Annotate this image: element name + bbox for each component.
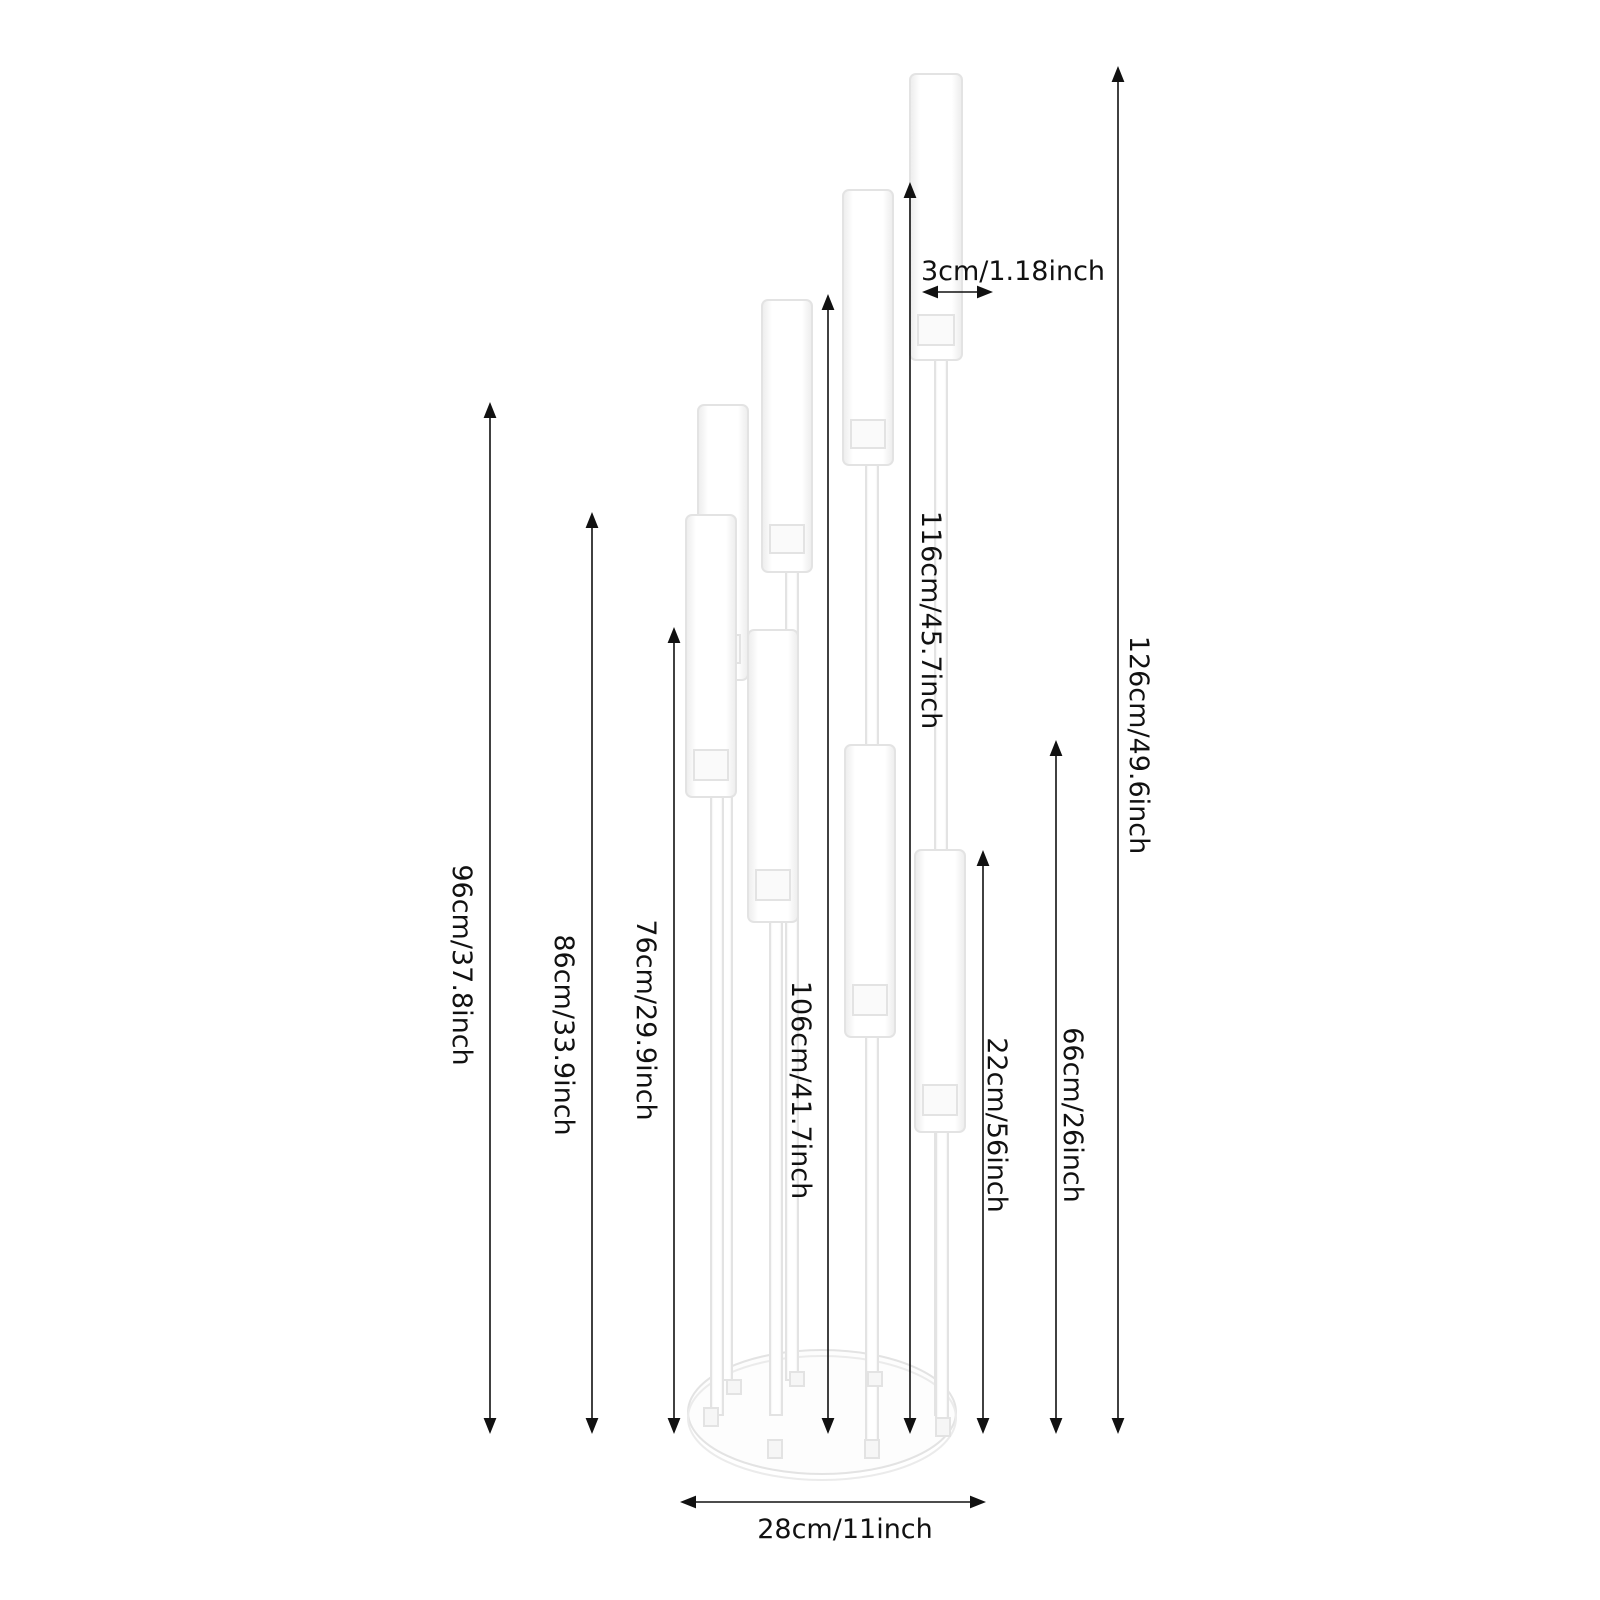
label-height-116cm: 116cm/45.7inch [915, 510, 946, 730]
label-height-106cm: 106cm/41.7inch [785, 980, 816, 1200]
label-height-76cm: 76cm/29.9inch [630, 919, 661, 1121]
label-height-126cm: 126cm/49.6inch [1123, 635, 1154, 855]
candle-holder-66cm [845, 745, 895, 1440]
label-height-66cm: 66cm/26inch [1057, 1027, 1088, 1203]
label-diameter-3cm: 3cm/1.18inch [920, 256, 1106, 287]
label-height-22cm: 22cm/56inch [981, 1037, 1012, 1213]
dimension-arrows [490, 74, 1118, 1502]
label-height-96cm: 96cm/37.8inch [446, 864, 477, 1066]
candle-holder-56cm [915, 850, 965, 1430]
label-base-28cm: 28cm/11inch [757, 1514, 933, 1545]
label-height-86cm: 86cm/33.9inch [548, 934, 579, 1136]
